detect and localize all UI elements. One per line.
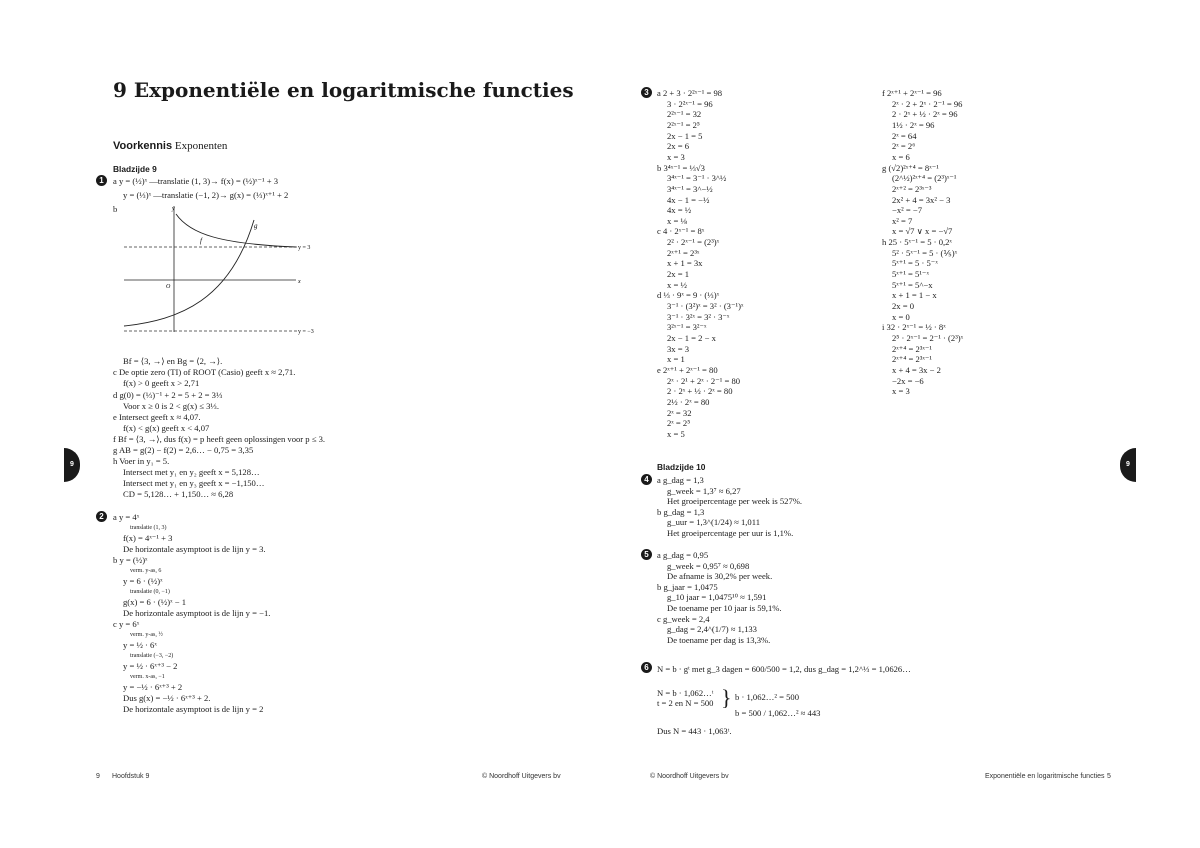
q5-line: a g_dag = 0,95: [657, 550, 709, 560]
q2-line: translatie (−3, −2): [130, 653, 174, 659]
col2-line: −x² = −7: [892, 205, 923, 216]
col2-line: f 2ˣ⁺¹ + 2ˣ⁻¹ = 96: [882, 88, 942, 98]
q2-line: Dus g(x) = −½ · 6ˣ⁺³ + 2.: [123, 693, 211, 703]
footer-copyright-right: © Noordhoff Uitgevers bv: [650, 773, 729, 780]
col2-line: x + 1 = 1 − x: [892, 290, 937, 301]
col2-line: −2x = −6: [892, 375, 924, 386]
col1-line: 3x = 3: [667, 343, 690, 354]
col1-line: 3 · 2²ˣ⁻¹ = 96: [667, 98, 713, 109]
col2-line: (2^½)²ˣ⁺⁴ = (2³)ˣ⁻¹: [892, 173, 957, 184]
q4-line: b g_dag = 1,3: [657, 506, 705, 517]
q1-line: f Bf = ⟨3, →⟩, dus f(x) = p heeft geen oplossingen voor p ≤ 3.: [113, 434, 326, 444]
q4-line: g_week = 1,3⁷ ≈ 6,27: [667, 485, 741, 496]
col2-line: x = 3: [892, 386, 910, 397]
side-tab-right: 9: [1120, 448, 1136, 482]
col1-line: 2ˣ = 32: [667, 407, 692, 418]
q2-line: y = 6 · (½)ˣ: [123, 576, 163, 586]
q2-line: a y = 4ˣ: [113, 512, 140, 522]
footer-right-page: 5: [1107, 773, 1111, 780]
col2-line: 2x = 0: [892, 301, 915, 311]
col1-line: c 4 · 2ˣ⁻¹ = 8ˣ: [657, 226, 705, 237]
q6-line: Dus N = 443 · 1,063ᵗ.: [657, 726, 732, 736]
col2-line: 1½ · 2ˣ = 96: [892, 119, 935, 130]
q2-line: De horizontale asymptoot is de lijn y = 2: [123, 704, 264, 714]
col2-line: 2 · 2ˣ + ½ · 2ˣ = 96: [892, 109, 958, 120]
question-1-badge: 1: [96, 175, 107, 186]
curve-f: [176, 214, 296, 247]
footer-left-text: Hoofdstuk 9: [112, 773, 150, 780]
question-2-badge: 2: [96, 511, 107, 522]
q1-line: Intersect met y₁ en y₃ geeft x = −1,150…: [123, 478, 265, 488]
q1-line: g AB = g(2) − f(2) = 2,6… − 0,75 = 3,35: [113, 445, 254, 455]
q1-line: f(x) > 0 geeft x > 2,71: [123, 378, 200, 388]
q2-line: verm. y-as, ½: [130, 632, 163, 638]
q6-line: N = b · gᵗ met g_3 dagen = 600/500 = 1,2, dus g_dag = 1,2^⅓ = 1,0626…: [657, 664, 911, 674]
q2-line: y = ½ · 6ˣ⁺³ − 2: [123, 661, 178, 671]
q6-line: b · 1,062…² = 500: [735, 692, 799, 702]
footer-copyright-left: © Noordhoff Uitgevers bv: [482, 773, 561, 780]
section-heading: [113, 140, 227, 152]
curve-g: [124, 220, 254, 326]
graph-label-origin: O: [166, 284, 171, 290]
q5-line: b g_jaar = 1,0475: [657, 581, 718, 592]
footer-left-page: 9: [96, 773, 100, 780]
col1-line: 2x = 6: [667, 141, 690, 152]
exponential-graph: [120, 200, 315, 340]
col1-line: 3⁴ˣ⁻¹ = 3⁻¹ · 3^½: [667, 173, 727, 184]
col2-line: 2ˣ = 2⁶: [892, 141, 916, 152]
col2-line: 5ˣ⁺¹ = 5¹⁻ˣ: [892, 269, 929, 280]
col1-line: x = 1: [667, 354, 685, 365]
col2-line: 2ˣ⁺⁴ = 2³ˣ⁻¹: [892, 354, 932, 365]
q4-line: a g_dag = 1,3: [657, 475, 704, 485]
col1-line: 2²ˣ⁻¹ = 2⁵: [667, 119, 700, 130]
chapter-title: 9 Exponentiële en logaritmische functies: [113, 78, 574, 102]
col1-line: 2ˣ⁺¹ = 2³ˣ: [667, 247, 700, 258]
q1-line: h Voer in y₁ = 5.: [113, 456, 170, 466]
col1-line: x = 3: [667, 151, 685, 162]
col1-line: 3⁴ˣ⁻¹ = 3^−½: [667, 183, 713, 194]
q5-line: c g_week = 2,4: [657, 613, 710, 624]
q6-line: N = b · 1,062…ᵗ: [657, 688, 714, 698]
q4-line: g_uur = 1,3^(1/24) ≈ 1,011: [667, 517, 760, 528]
q1-a-line2: y = (⅓)ˣ —translatie (−1, 2)→ g(x) = (⅓)ˣ⁺¹ + 2: [123, 190, 289, 200]
q2-line: translatie (1, 3): [130, 525, 167, 531]
col1-line: 2² · 2ˣ⁻¹ = (2³)ˣ: [667, 237, 720, 248]
q1-a-line1: a y = (½)ˣ —translatie (1, 3)→ f(x) = (½)ˣ⁻¹ + 3: [113, 176, 279, 186]
col1-line: 4x = ½: [667, 205, 692, 216]
q2-line: De horizontale asymptoot is de lijn y = −1.: [123, 608, 271, 618]
col1-line: b 3⁴ˣ⁻¹ = ⅓√3: [657, 162, 705, 173]
col1-line: e 2ˣ⁺¹ + 2ˣ⁻¹ = 80: [657, 364, 718, 375]
col1-line: 2½ · 2ˣ = 80: [667, 396, 710, 407]
col2-line: 2ˣ⁺⁴ = 2³ˣ⁻¹: [892, 343, 932, 354]
q5-line: g_dag = 2,4^(1/7) ≈ 1,133: [667, 624, 757, 635]
bladzijde-10: Bladzijde 10: [657, 462, 706, 472]
col1-line: 2 · 2ˣ + ½ · 2ˣ = 80: [667, 386, 733, 397]
q1-line: f(x) < g(x) geeft x < 4,07: [123, 423, 210, 433]
q5-line: De toename per dag is 13,3%.: [667, 634, 771, 645]
q2-line: f(x) = 4ˣ⁻¹ + 3: [123, 533, 173, 543]
question-3-badge: 3: [641, 87, 652, 98]
q1-b-label: b: [113, 204, 118, 214]
bladzijde-9: Bladzijde 9: [113, 164, 157, 174]
question-4-badge: 4: [641, 474, 652, 485]
col1-line: 3⁻¹ · 3²ˣ = 3² · 3⁻ˣ: [667, 311, 730, 322]
q5-line: De afname is 30,2% per week.: [667, 571, 773, 582]
q2-line: b y = (½)ˣ: [113, 555, 148, 565]
col2-line: x = 6: [892, 151, 910, 162]
col1-line: 2ˣ = 2⁵: [667, 418, 691, 429]
col1-line: x = ⅛: [667, 215, 687, 226]
col2-line: 5² · 5ˣ⁻¹ = 5 · (⅕)ˣ: [892, 247, 958, 258]
q2-line: c y = 6ˣ: [113, 619, 140, 629]
col1-line: 2ˣ · 2¹ + 2ˣ · 2⁻¹ = 80: [667, 375, 741, 386]
col2-line: x = 0: [892, 311, 910, 322]
col2-line: x + 4 = 3x − 2: [892, 364, 941, 375]
col2-line: x² = 7: [892, 215, 913, 226]
col2-line: 5ˣ⁺¹ = 5 · 5⁻ˣ: [892, 258, 938, 269]
col2-line: i 32 · 2ˣ⁻¹ = ½ · 8ˣ: [882, 322, 946, 333]
q2-line: y = ½ · 6ˣ: [123, 640, 157, 650]
col1-line: x + 1 = 3x: [667, 258, 703, 269]
col2-line: h 25 · 5ˣ⁻¹ = 5 · 0,2ˣ: [882, 237, 952, 248]
graph-label-asym-f: y = 3: [298, 245, 311, 251]
graph-label-asym-g: y = −3: [298, 329, 314, 335]
col2-line: x = √7 ∨ x = −√7: [892, 226, 953, 237]
col2-line: 2ˣ · 2 + 2ˣ · 2⁻¹ = 96: [892, 98, 963, 109]
q1-line: Voor x ≥ 0 is 2 < g(x) ≤ 3⅓.: [123, 401, 219, 411]
q2-line: translatie (0, −1): [130, 589, 170, 595]
col2-line: 2ˣ = 64: [892, 130, 917, 141]
graph-label-g: g: [254, 222, 258, 230]
q1-line: d g(0) = (⅓)⁻¹ + 2 = 5 + 2 = 3⅓: [113, 390, 223, 400]
section-rest: Exponenten: [172, 140, 228, 152]
col1-line: 2²ˣ⁻¹ = 32: [667, 109, 702, 120]
graph-label-y: y: [172, 206, 175, 212]
section-bold: Voorkennis: [113, 140, 173, 152]
q2-line: g(x) = 6 · (½)ˣ − 1: [123, 597, 187, 607]
q2-line: verm. y-as, 6: [130, 568, 162, 574]
col1-line: a 2 + 3 · 2²ˣ⁻¹ = 98: [657, 88, 723, 98]
col1-line: x = 5: [667, 428, 685, 439]
footer-right-text: Exponentiële en logaritmische functies: [985, 773, 1105, 780]
q4-line: Het groeipercentage per uur is 1,1%.: [667, 528, 794, 538]
q5-line: g_week = 0,95⁷ ≈ 0,698: [667, 560, 750, 571]
q2-line: De horizontale asymptoot is de lijn y = 3.: [123, 544, 266, 554]
q5-line: De toename per 10 jaar is 59,1%.: [667, 603, 782, 613]
col2-line: 5ˣ⁺¹ = 5^−x: [892, 279, 933, 290]
q1-line: Bf = ⟨3, →⟩ en Bg = ⟨2, →⟩.: [123, 356, 223, 366]
q2-line: verm. x-as, −1: [130, 674, 165, 680]
q1-line: e Intersect geeft x ≈ 4,07.: [113, 412, 201, 422]
col1-line: 2x = 1: [667, 269, 690, 280]
q1-line: Intersect met y₁ en y₂ geeft x = 5,128…: [123, 467, 260, 477]
q1-line: CD = 5,128… + 1,150… ≈ 6,28: [123, 489, 234, 499]
side-tab-left: 9: [64, 448, 80, 482]
question-5-badge: 5: [641, 549, 652, 560]
col1-line: 4x − 1 = −½: [667, 194, 710, 205]
col2-line: 2⁵ · 2ˣ⁻¹ = 2⁻¹ · (2³)ˣ: [892, 332, 964, 343]
graph-label-x: x: [298, 279, 301, 285]
q2-line: y = −½ · 6ˣ⁺³ + 2: [123, 682, 183, 692]
q6-brace: }: [721, 685, 732, 710]
question-6-badge: 6: [641, 662, 652, 673]
col2-line: 2ˣ⁺² = 2³ˣ⁻³: [892, 183, 932, 194]
col1-line: 2x − 1 = 2 − x: [667, 332, 716, 343]
col1-line: 3²ˣ⁻¹ = 3²⁻ˣ: [667, 322, 707, 333]
col2-line: g (√2)²ˣ⁺⁴ = 8ˣ⁻¹: [882, 162, 939, 173]
q6-line: b = 500 / 1,062…² ≈ 443: [735, 708, 821, 718]
col1-line: 3⁻¹ · (3²)ˣ = 3² · (3⁻¹)ˣ: [667, 301, 744, 311]
q6-line: t = 2 en N = 500: [657, 698, 714, 708]
col2-line: 2x² + 4 = 3x² − 3: [892, 194, 951, 205]
q1-line: c De optie zero (TI) of ROOT (Casio) geeft x ≈ 2,71.: [113, 367, 296, 377]
graph-label-f: f: [200, 237, 202, 245]
col1-line: 2x − 1 = 5: [667, 130, 703, 141]
col1-line: x = ½: [667, 279, 687, 290]
q5-line: g_10 jaar = 1,0475¹⁰ ≈ 1,591: [667, 592, 767, 603]
q4-line: Het groeipercentage per week is 527%.: [667, 496, 803, 507]
col1-line: d ⅓ · 9ˣ = 9 · (⅓)ˣ: [657, 290, 720, 301]
